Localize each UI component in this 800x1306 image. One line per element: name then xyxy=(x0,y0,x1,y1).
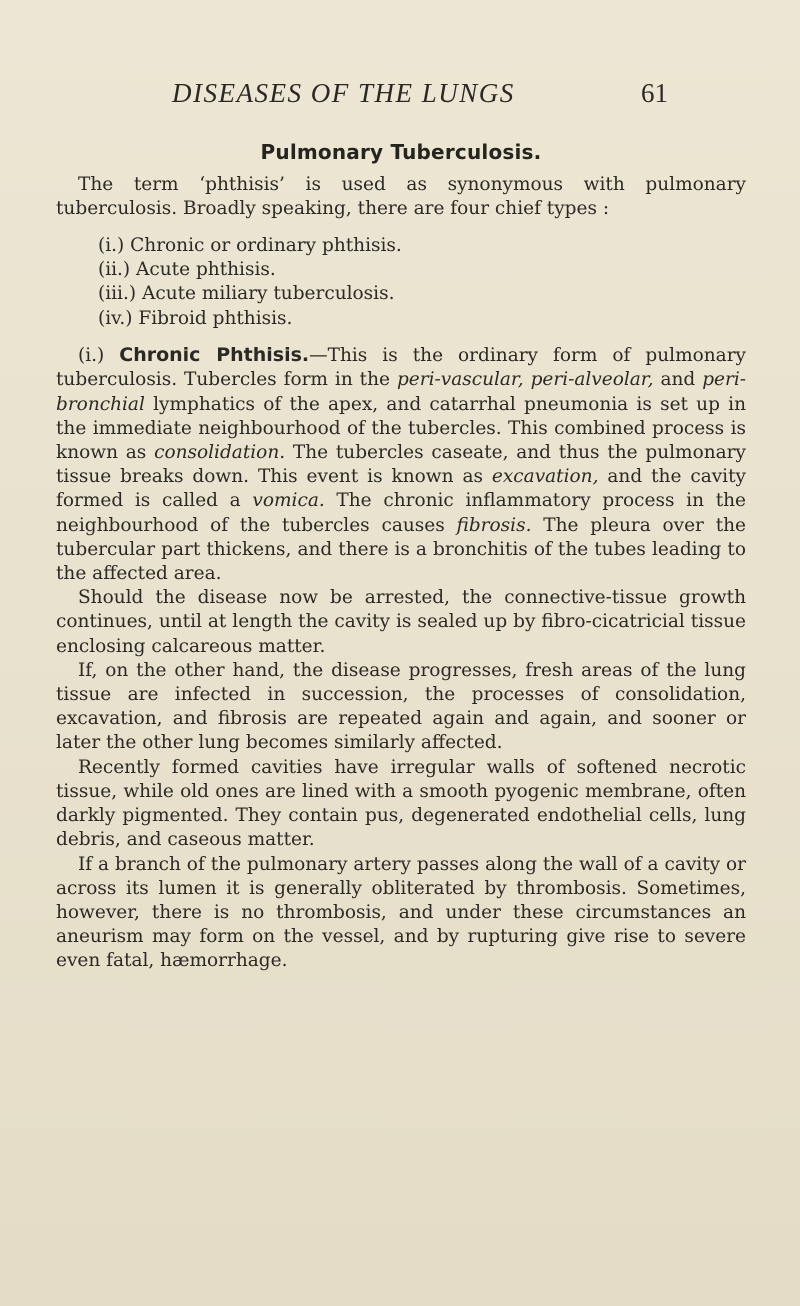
list-item-text: Fibroid phthisis. xyxy=(138,307,293,329)
italic-term: excavation, xyxy=(491,466,599,488)
progresses-paragraph: If, on the other hand, the disease progresses, fresh areas of the lung tissue are infected in succession, the processes of consolidation, excavation, and fibrosis are repeated again and again, and sooner or later the other lung becomes similarly affected. xyxy=(56,659,746,754)
italic-term: peri-vascular, peri-alveolar, xyxy=(396,369,654,391)
types-list xyxy=(56,234,746,332)
list-item-text: Acute miliary tuberculosis. xyxy=(141,283,395,305)
cavities-paragraph: Recently formed cavities have irregular walls of softened necrotic tissue, while old ones are lined with a smooth pyogenic membrane, often darkly pigmented. They contain pus, degenerated endothelial cells, lung debris, and caseous matter. xyxy=(56,756,746,851)
text-run: and the cavity formed is called a xyxy=(56,466,746,512)
list-item xyxy=(98,234,746,258)
text-run: The pleura over the tubercular part thickens, and there is a bronchitis of the tubes leading to the affected area. xyxy=(56,514,746,585)
list-item-number: (iii.) xyxy=(98,283,137,305)
list-item-text: Acute phthisis. xyxy=(136,259,276,281)
lead-dash: — xyxy=(309,345,328,367)
text-run: lymphatics of the apex, and catarrhal pneumonia is set up in the immediate neighbourhood of the tubercles. This combined process is known as xyxy=(56,393,746,464)
intro-paragraph: The term ‘phthisis’ is used as synonymous with pulmonary tuberculosis. Broadly speaking, there are four chief types : xyxy=(56,174,746,220)
list-item xyxy=(98,258,746,282)
text-run: The tubercles caseate, and thus the pulmonary tissue breaks down. This event is known as xyxy=(56,442,746,488)
chronic-lead-heading: Chronic Phthisis. xyxy=(119,344,310,367)
text-run: and xyxy=(653,369,703,391)
chronic-phthisis-paragraph xyxy=(56,343,746,586)
list-item-text: Chronic or ordinary phthisis. xyxy=(130,234,402,256)
arrested-paragraph: Should the disease now be arrested, the connective-tissue growth continues, until at length the cavity is sealed up by fibro-cicatricial tissue enclosing calcareous matter. xyxy=(56,587,746,657)
italic-term: consolidation. xyxy=(154,442,286,464)
text-run: The chronic inflammatory process in the neighbourhood of the tubercles causes xyxy=(56,490,746,536)
artery-paragraph: If a branch of the pulmonary artery passes along the wall of a cavity or across its lumen it is generally obliterated by thrombosis. Sometimes, however, there is no thrombosis, and under these circumstances an aneurism may form on the vessel, and by rupturing give rise to severe even fatal, hæmorrhage. xyxy=(56,853,746,972)
list-item-number: (iv.) xyxy=(98,307,133,329)
running-head: DISEASES OF THE LUNGS xyxy=(172,78,515,108)
italic-term: peri-bronchial xyxy=(56,369,746,415)
page-number: 61 xyxy=(641,78,668,108)
list-item xyxy=(98,307,746,331)
italic-term: vomica. xyxy=(252,490,325,512)
chronic-number: (i.) xyxy=(78,345,105,367)
list-item xyxy=(98,282,746,306)
list-item-number: (ii.) xyxy=(98,259,131,281)
list-item-number: (i.) xyxy=(98,234,125,256)
section-title: Pulmonary Tuberculosis. xyxy=(260,140,542,164)
page-body xyxy=(56,140,746,974)
italic-term: fibrosis. xyxy=(456,514,532,536)
text-run: This is the ordinary form of pulmonary tuberculosis. Tubercles form in the xyxy=(56,345,746,391)
